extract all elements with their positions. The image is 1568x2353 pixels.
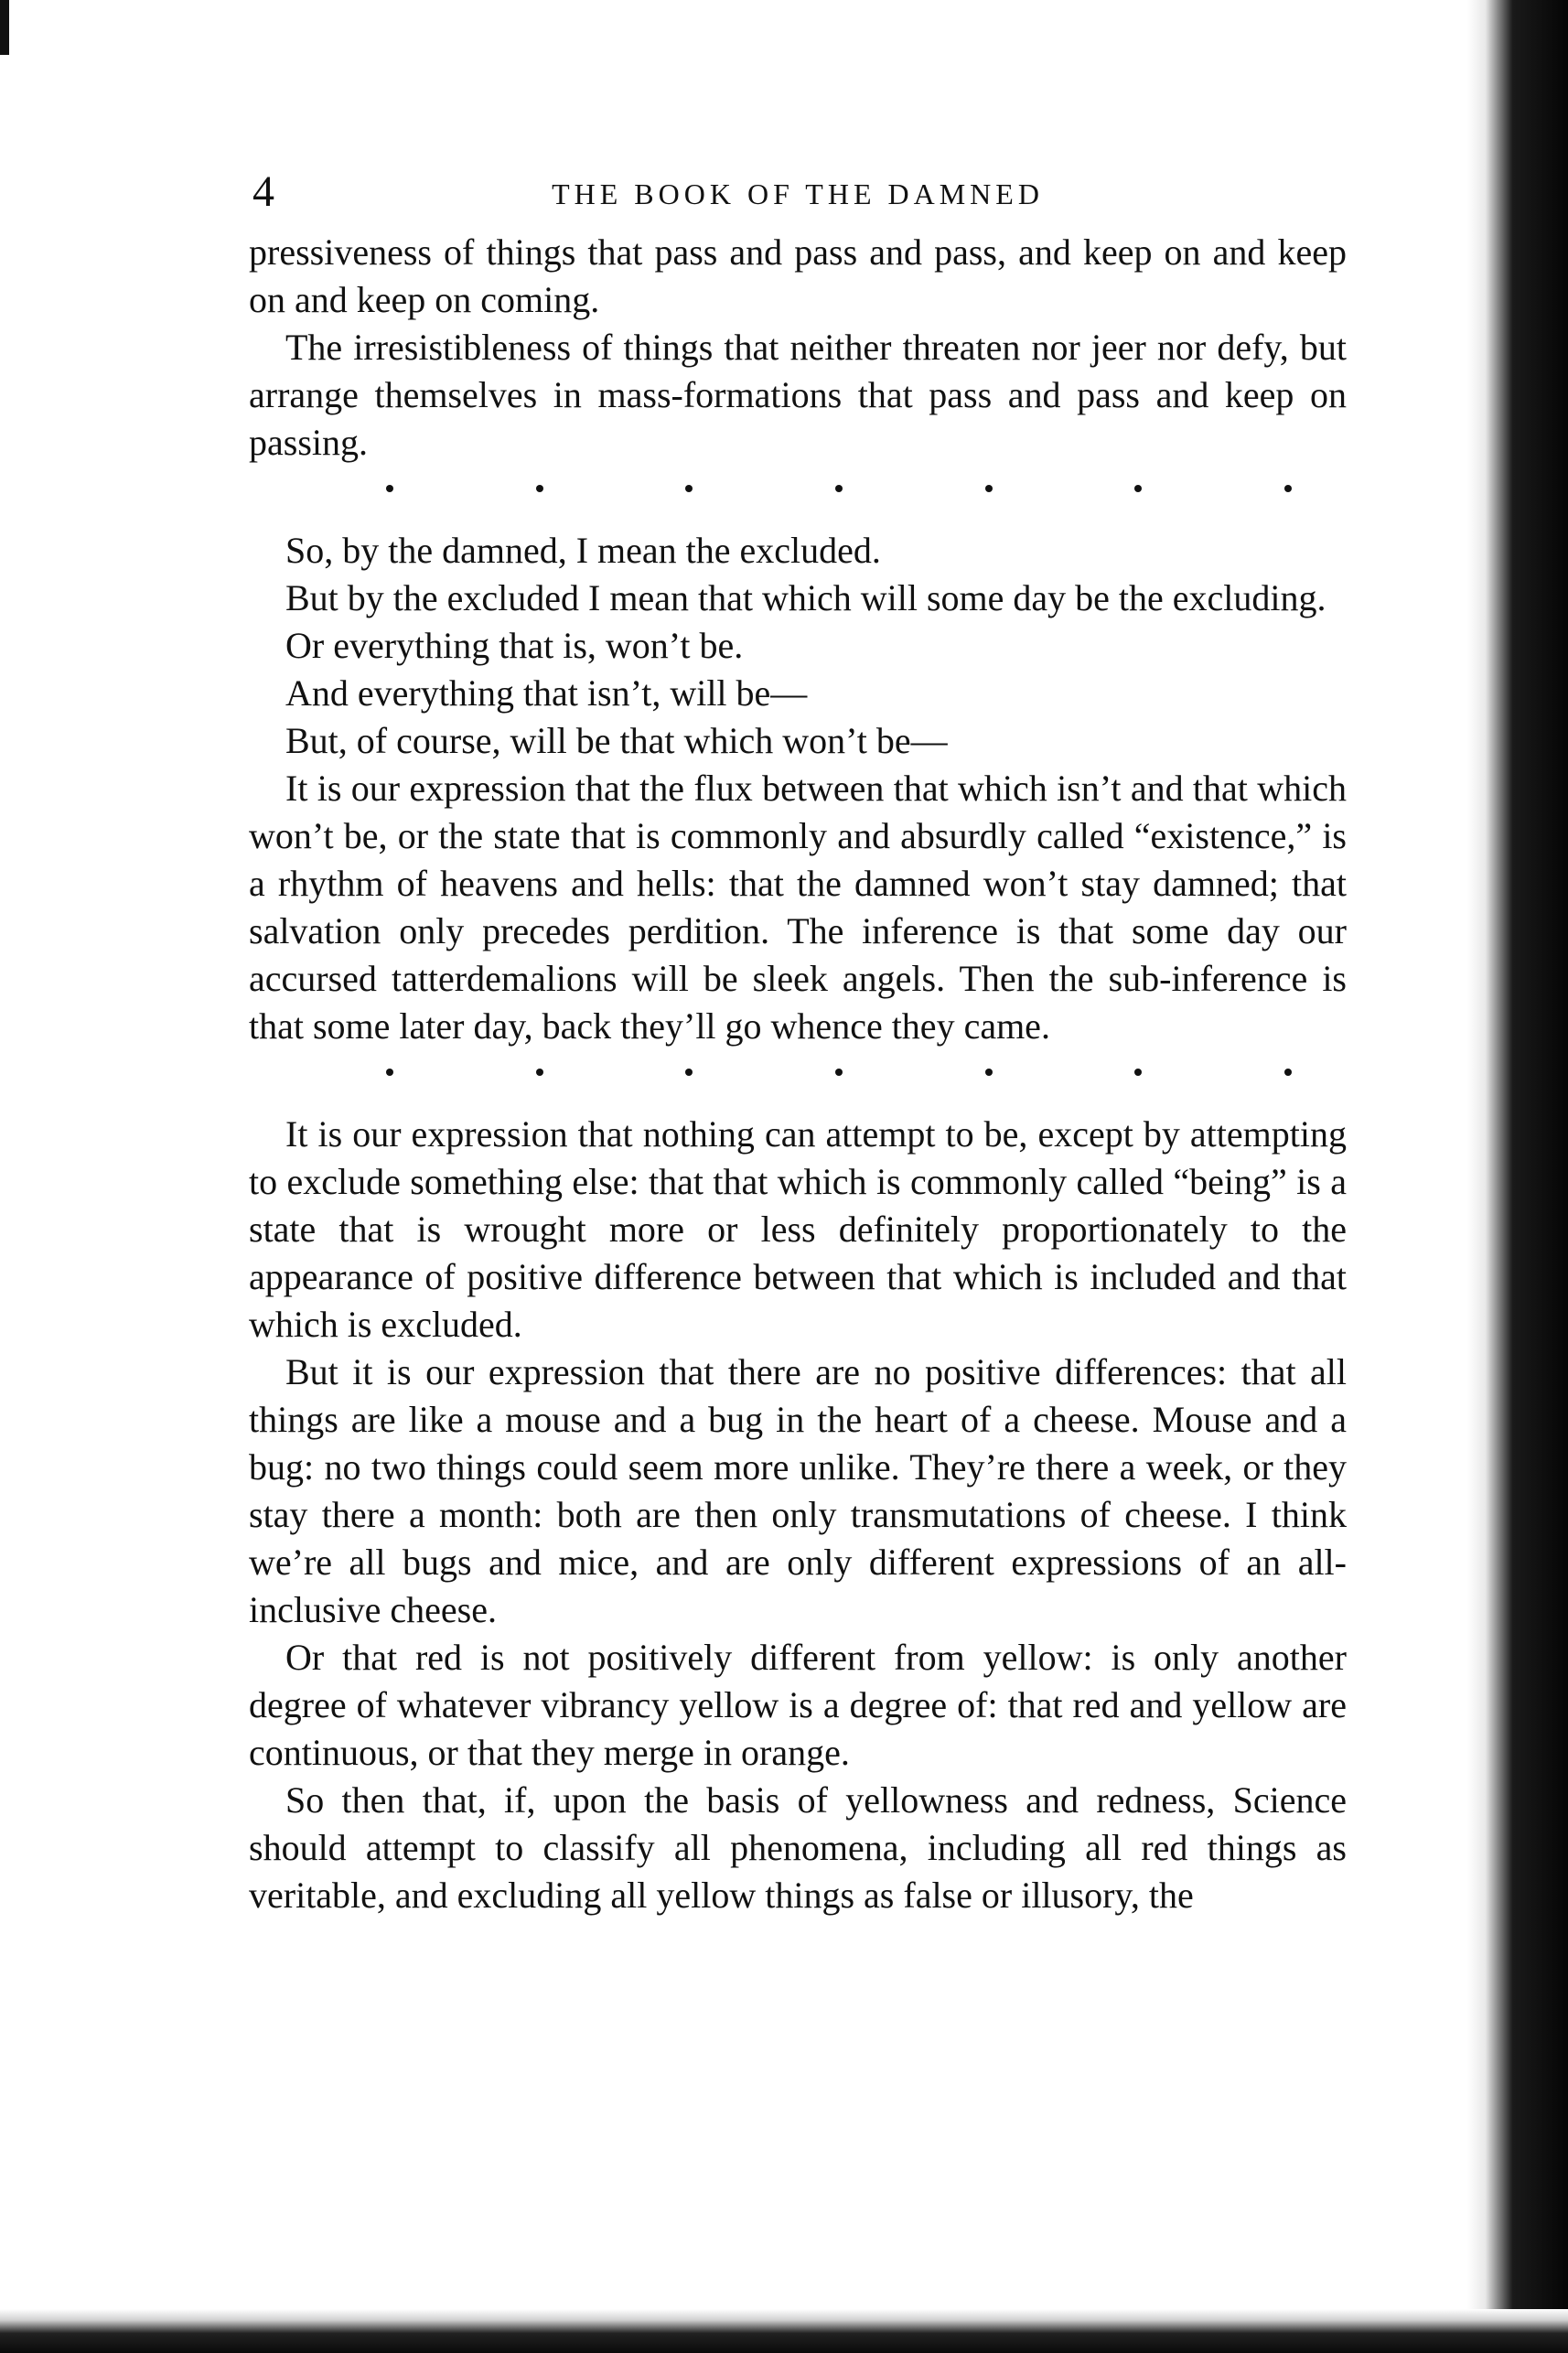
scan-shadow-right: [1467, 0, 1568, 2353]
ornament-dot: [1134, 485, 1142, 492]
ornament-dot: [685, 1069, 693, 1076]
paragraph: So then that, if, upon the basis of yellowness and redness, Science should attempt to classify all phenomena, including all red things as veritable, and excluding all yellow things as false or illusory, the: [249, 1779, 1347, 1916]
paragraph: And everything that isn’t, will be—: [285, 672, 808, 714]
ornament-dot: [1284, 1069, 1292, 1076]
paragraph: But it is our expression that there are no positive differences: that all things are like a mouse and a bug in the heart of a cheese. Mouse and a bug: no two things could seem more unlike. They’re there a week, or they stay there a month: both are then only transmutations of cheese. I think we’re all bugs and mice, and are only different expressions of an all-inclusive cheese.: [249, 1351, 1347, 1630]
paragraph: It is our expression that nothing can attempt to be, except by attempting to exclude something else: that that which is commonly called “being” is a state that is wrought more or less definitely proportionately to the appearance of positive difference between that which is included and that which is excluded.: [249, 1113, 1347, 1345]
scan-shadow-left: [0, 0, 9, 55]
ornament-dot: [1284, 485, 1292, 492]
body-text: [249, 229, 1347, 1919]
ornament-dot: [386, 1069, 393, 1076]
paragraph: pressiveness of things that pass and pass and pass, and keep on and keep on and keep on coming.: [249, 231, 1347, 320]
ornament-dot: [985, 485, 993, 492]
paragraph: Or that red is not positively different from yellow: is only another degree of whatever vibrancy yellow is a degree of: that red and yellow are continuous, or that they merge in orange.: [249, 1637, 1347, 1773]
ornament-dot: [985, 1069, 993, 1076]
paragraph: It is our expression that the flux between that which isn’t and that which won’t be, or the state that is commonly and absurdly called “existence,” is a rhythm of heavens and hells: that the damned won’t stay damned; that salvation only precedes perdition. The inference is that some day our accursed tatterdemalions will be sleek angels. Then the sub-inference is that some later day, back they’ll go whence they came.: [249, 768, 1347, 1047]
paragraph: The irresistibleness of things that neither threaten nor jeer nor defy, but arrange themselves in mass-formations that pass and pass and keep on passing.: [249, 327, 1347, 463]
ornament-dot: [386, 485, 393, 492]
page-number: 4: [252, 167, 274, 216]
scan-shadow-bottom: [0, 2309, 1568, 2353]
section-break-dots: [249, 470, 1347, 507]
ornament-dot: [835, 485, 843, 492]
running-title: THE BOOK OF THE DAMNED: [552, 177, 1044, 210]
ornament-dot: [536, 1069, 543, 1076]
book-page: [249, 165, 1347, 1919]
ornament-dot: [536, 485, 543, 492]
section-break-dots: [249, 1054, 1347, 1091]
running-head: [249, 165, 1347, 229]
paragraph: But by the excluded I mean that which will some day be the excluding.: [285, 577, 1326, 618]
ornament-dot: [835, 1069, 843, 1076]
ornament-dot: [1134, 1069, 1142, 1076]
paragraph: So, by the damned, I mean the excluded.: [285, 530, 881, 571]
paragraph: Or everything that is, won’t be.: [285, 625, 744, 666]
paragraph: But, of course, will be that which won’t be—: [285, 720, 948, 761]
ornament-dot: [685, 485, 693, 492]
